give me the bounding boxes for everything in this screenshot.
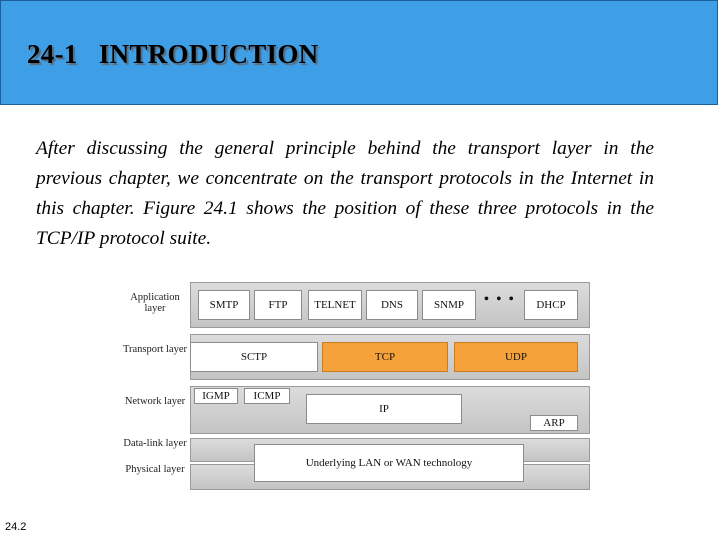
datalink-layer-label: Data-link layer bbox=[123, 438, 187, 449]
udp-box: UDP bbox=[454, 342, 578, 372]
dhcp-box: DHCP bbox=[524, 290, 578, 320]
intro-paragraph: After discussing the general principle behind the transport layer in the previous chapter, we concentrate on the transport protocols in the Internet in this chapter. Figure 24.1 shows the position of these three protocols in the TCP/IP protocol suite. bbox=[36, 138, 654, 249]
dns-box: DNS bbox=[366, 290, 418, 320]
title-bar bbox=[0, 0, 718, 105]
ip-box: IP bbox=[306, 394, 462, 424]
smtp-box: SMTP bbox=[198, 290, 250, 320]
igmp-box: IGMP bbox=[194, 388, 238, 404]
slide-title: 24-1 INTRODUCTION bbox=[27, 39, 319, 69]
underlying-technology-box: Underlying LAN or WAN technology bbox=[254, 444, 524, 482]
physical-layer-label: Physical layer bbox=[125, 464, 185, 475]
application-layer-label: Application layer bbox=[130, 292, 180, 314]
tcp-box: TCP bbox=[322, 342, 448, 372]
icmp-box: ICMP bbox=[244, 388, 290, 404]
sctp-box: SCTP bbox=[190, 342, 318, 372]
network-layer-label: Network layer bbox=[124, 396, 186, 407]
transport-layer-label: Transport layer bbox=[122, 344, 188, 355]
snmp-box: SNMP bbox=[422, 290, 476, 320]
telnet-box: TELNET bbox=[308, 290, 362, 320]
arp-box: ARP bbox=[530, 415, 578, 431]
ftp-box: FTP bbox=[254, 290, 302, 320]
page-number: 24.2 bbox=[5, 521, 27, 533]
more-protocols-ellipsis: • • • bbox=[484, 292, 516, 307]
tcpip-protocol-suite-figure bbox=[120, 282, 590, 492]
